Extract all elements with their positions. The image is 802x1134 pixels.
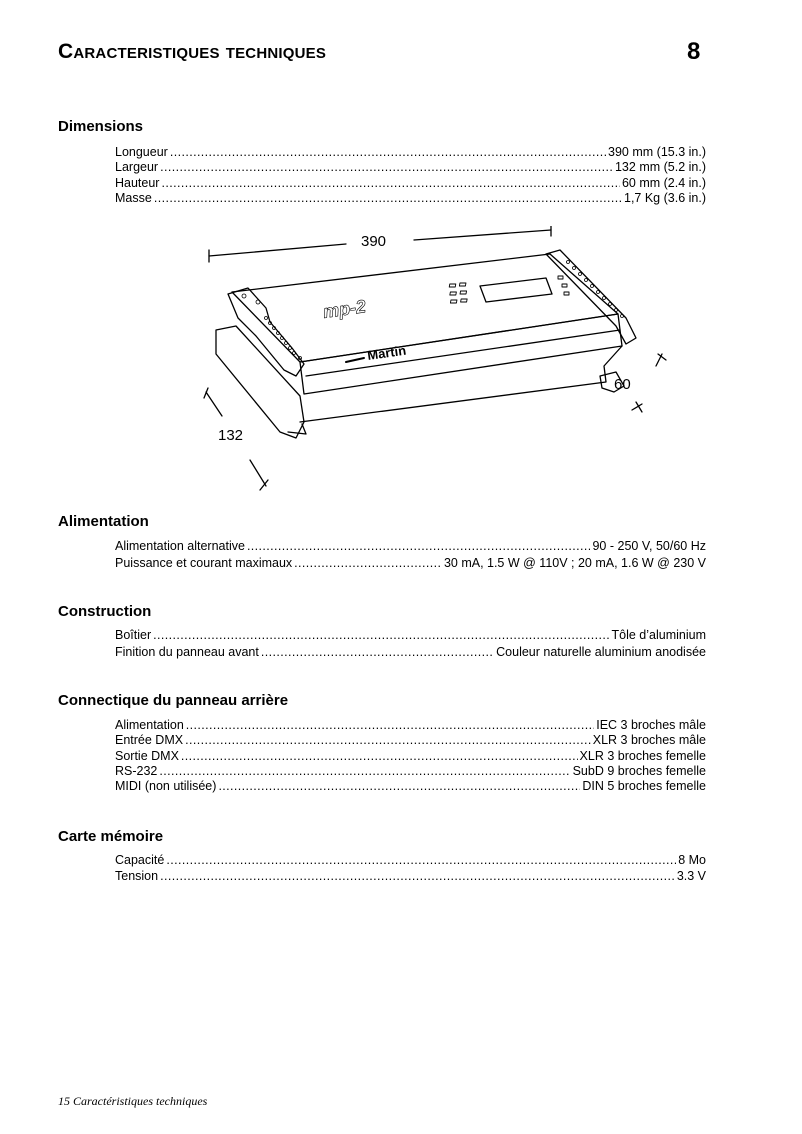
page-footer: 15 Caractéristiques techniques [58,1094,208,1108]
spec-value: IEC 3 broches mâle [596,718,706,732]
spec-label: RS-232 [115,764,158,778]
spec-value: 90 - 250 V, 50/60 Hz [592,539,706,553]
right-end-cap [546,250,636,344]
spec-row-capacite [115,853,706,869]
spec-label: MIDI (non utilisée) [115,779,217,793]
device-dimension-drawing [196,226,676,496]
page-title: Caracteristiques techniques [58,40,327,63]
width-dimension-line-top [206,392,222,416]
length-dimension-line-left [209,244,346,256]
spec-row-midi [115,779,706,795]
spec-label: Tension [115,869,159,883]
spec-row-finition [115,645,706,661]
spec-value: 132 mm (5.2 in.) [614,160,706,174]
spec-label: Entrée DMX [115,733,184,747]
spec-row-puissance [115,556,706,572]
spec-row-alimentation-connecteur [115,718,706,734]
spec-value: 8 Mo [678,853,706,867]
spec-value: SubD 9 broches femelle [572,764,706,778]
width-label: 132 [218,427,244,444]
section-heading-dimensions: Dimensions [58,118,144,135]
chapter-number: 8 [687,38,701,65]
spec-row-alimentation-alternative [115,539,706,555]
spec-value: XLR 3 broches mâle [592,733,706,747]
height-label: 60 [614,376,631,393]
left-foot [216,326,304,438]
spec-row-tension [115,869,706,885]
spec-row-boitier [115,628,706,644]
spec-row-largeur [115,160,706,176]
spec-row-masse [115,191,706,207]
length-dimension-line-right [414,230,551,240]
spec-value: XLR 3 broches femelle [579,749,706,763]
spec-row-sortie-dmx [115,749,706,765]
spec-value: 390 mm (15.3 in.) [608,145,706,159]
spec-label: Alimentation [115,718,184,732]
brand-logo: Martin [366,342,408,363]
section-heading-connectique: Connectique du panneau arrière [58,692,289,709]
section-heading-alimentation: Alimentation [58,513,149,530]
section-heading-construction: Construction [58,603,152,620]
spec-label: Hauteur [115,176,160,190]
device-front-face [300,314,622,394]
spec-label: Masse [115,191,152,205]
spec-label: Largeur [115,160,159,174]
length-label: 390 [361,233,387,250]
spec-label: Longueur [115,145,168,159]
spec-row-longueur [115,145,706,161]
spec-label: Puissance et courant maximaux [115,556,293,570]
spec-value: Couleur naturelle aluminium anodisée [496,645,706,659]
spec-label: Finition du panneau avant [115,645,259,659]
model-logo: mp-2 [321,296,368,322]
spec-value: 3.3 V [676,869,706,883]
left-end-cap [228,288,304,376]
spec-label: Sortie DMX [115,749,179,763]
spec-label: Boîtier [115,628,152,642]
spec-value: Tôle d’aluminium [611,628,706,642]
section-heading-carte-memoire: Carte mémoire [58,828,164,845]
spec-label: Capacité [115,853,165,867]
spec-value: 30 mA, 1.5 W @ 110V ; 20 mA, 1.6 W @ 230 V [443,556,706,570]
spec-row-rs232 [115,764,706,780]
spec-row-entree-dmx [115,733,706,749]
spec-value: 60 mm (2.4 in.) [621,176,706,190]
spec-row-hauteur [115,176,706,192]
width-dimension-line-bottom [250,460,266,486]
spec-value: DIN 5 broches femelle [582,779,706,793]
spec-label: Alimentation alternative [115,539,245,553]
spec-value: 1,7 Kg (3.6 in.) [624,191,706,205]
display-window [480,278,552,302]
height-dimension-tick-top [656,354,662,366]
